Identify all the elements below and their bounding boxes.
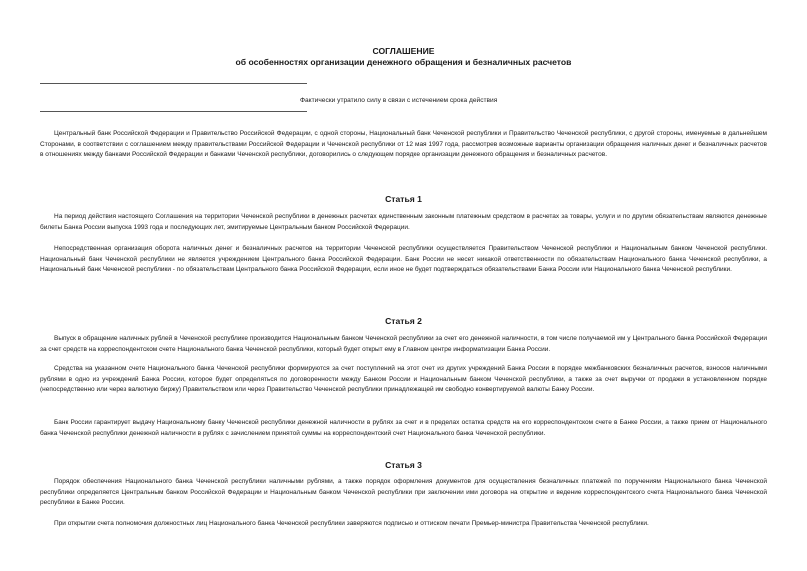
article-2-paragraph-3: Банк России гарантирует выдачу Национальному банку Чеченской республики денежной наличности в рублях за счет и в пределах остатка средств на его корреспондентском счете в Банке России, а также прием от Национального банка Чеченской республики денежной наличности в рублях с зачислением принятой суммы на корреспондентский счет Национального банка Чеченской республики. — [40, 419, 767, 437]
article-2-heading: Статья 2 — [385, 316, 422, 326]
divider-bottom — [40, 111, 307, 112]
article-1-paragraph-2: Непосредственная организация оборота наличных денег и безналичных расчетов на территории Чеченской республики осуществляется Правительством Чеченской республики и Национальным банком Чеченской республики. Национальный банк Чеченской республики не является учреждением Центрального банка Российской Федерации. Банк России не несет никакой ответственности по обязательствам Национального банка Чеченской республики, а Национальный банк Чеченской республики - по обязательствам Центрального банка Российской Федерации, если иное не будет подтверждаться обязательствами Банка России или Национального банка Чеченской республики. — [40, 245, 767, 274]
article-3-heading: Статья 3 — [385, 460, 422, 470]
article-1-paragraph-1: На период действия настоящего Соглашения на территории Чеченской республики в денежных расчетах единственным законным платежным средством в расчетах за товары, услуги и по другим обязательствам являются денежные билеты Банка России выпуска 1993 года и последующих лет, эмитируемые Центральным банком Российской Федерации. — [40, 213, 767, 231]
article-2-paragraph-1: Выпуск в обращение наличных рублей в Чеченской республике производится Национальным банком Чеченской республики за счет его денежной наличности, в том числе получаемой им у Центрального банка Российской Федерации за счет средств на корреспондентском счете Национального банка Чеченской республики, который будет открыт ему в Главном центре информатизации Банка России. — [40, 335, 767, 353]
document-subtitle: об особенностях организации денежного обращения и безналичных расчетов — [235, 57, 572, 67]
article-2-paragraph-2: Средства на указанном счете Национального банка Чеченской республики формируются за счет поступлений на этот счет из других учреждений Банка России в порядке межбанковских безналичных расчетов, взносов наличными рублями в одно из учреждений Банка России, которое будет определяться по договоренности между Банком России и Национальным банком Чеченской республики, а также за счет выручки от продажи в установленном порядке (непосредственно или через валютную биржу) Правительством или через Правительство Чеченской республики принадлежащей им свободно конвертируемой валюты Банку России. — [40, 365, 767, 394]
divider-top — [40, 83, 307, 84]
document-title: СОГЛАШЕНИЕ — [372, 46, 435, 56]
article-1-heading: Статья 1 — [385, 194, 422, 204]
preamble-paragraph: Центральный банк Российской Федерации и Правительство Российской Федерации, с одной стороны, Национальный банк Чеченской республики и Правительство Чеченской республики, с другой стороны, именуемые в дальнейшем Сторонами, в соответствии с соглашением между правительствами Российской Федерации и Чеченской республики от 12 мая 1997 года, рассмотрев возможные варианты организации обращения наличных денег и безналичных расчетов в отношениях между банками Российской Федерации и банками Чеченской республики, договорились о следующем порядке организации денежного обращения и безналичных расчетов. — [40, 130, 767, 159]
article-3-paragraph-2: При открытии счета полномочия должностных лиц Национального банка Чеченской республики заверяются подписью и оттиском печати Премьер-министра Правительства Чеченской республики. — [54, 520, 649, 527]
status-note: Фактически утратило силу в связи с истечением срока действия — [300, 97, 498, 104]
article-3-paragraph-1: Порядок обеспечения Национального банка Чеченской республики наличными рублями, а также порядок оформления документов для осуществления безналичных платежей по поручениям Национального банка Чеченской республики определяется Центральным банком Российской Федерации и Национальным банком Чеченской республики при заключении ими договора на открытие и ведение корреспондентского счета Национального банка Чеченской республики в Банке России. — [40, 478, 767, 507]
